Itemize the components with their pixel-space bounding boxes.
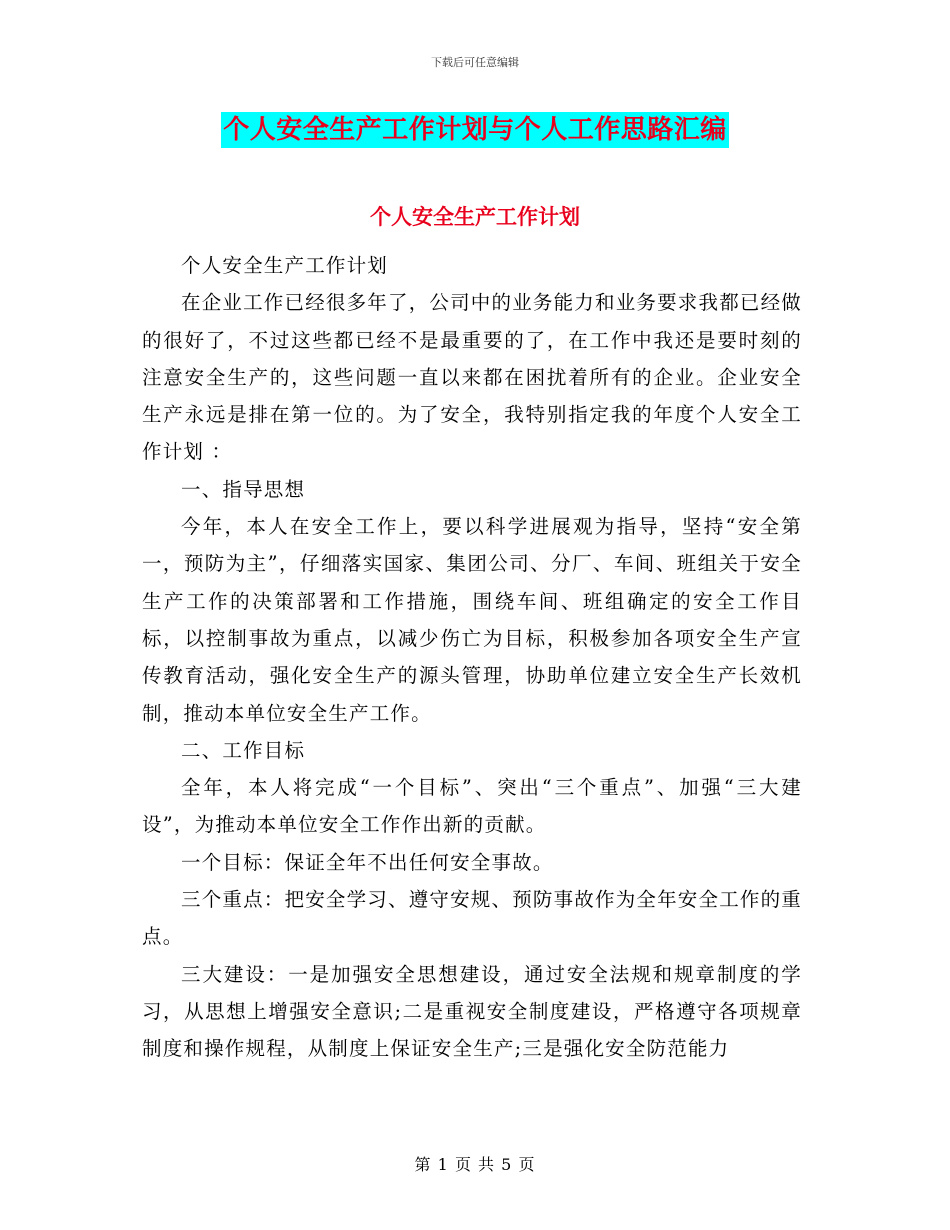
paragraph-work-goals: 全年，本人将完成“一个目标”、突出“三个重点”、加强“三大建设”，为推动本单位安全工作作出新的贡献。 [142, 776, 802, 837]
main-title-container [0, 112, 950, 148]
footer-label-unit2: 页 [518, 1155, 536, 1174]
paragraph-intro: 在企业工作已经很多年了，公司中的业务能力和业务要求我都已经做的很好了，不过这些都已经不是最重要的了，在工作中我还是要时刻的注意安全生产的，这些问题一直以来都在困扰着所有的企业。企业安全生产永远是排在第一位的。为了安全，我特别指定我的年度个人安全工作计划 ： [142, 291, 803, 464]
paragraph-one-goal: 一个目标：保证全年不出任何安全事故。 [181, 850, 554, 874]
footer-label-unit: 页 [454, 1155, 472, 1174]
page-footer [0, 1152, 950, 1175]
paragraph-three-priorities: 三个重点：把安全学习、遵守安规、预防事故作为全年安全工作的重点。 [142, 888, 803, 949]
heading-work-goals: 二、工作目标 [181, 738, 306, 762]
footer-label-total: 共 [478, 1155, 496, 1174]
main-title: 个人安全生产工作计划与个人工作思路汇编 [221, 112, 729, 148]
footer-current-page: 1 [437, 1155, 449, 1174]
paragraph-doc-label: 个人安全生产工作计划 [181, 254, 389, 277]
footer-total-pages: 5 [501, 1155, 513, 1174]
footer-label-page: 第 [414, 1155, 432, 1174]
paragraph-three-constructions: 三大建设：一是加强安全思想建设，通过安全法规和规章制度的学习，从思想上增强安全意识;二是重视安全制度建设，严格遵守各项规章制度和操作规程，从制度上保证安全生产;三是强化安全防范能力 [142, 962, 802, 1061]
paragraph-guiding-thought: 今年，本人在安全工作上，要以科学进展观为指导，坚持“安全第一，预防为主”，仔细落实国家、集团公司、分厂、车间、班组关于安全生产工作的决策部署和工作措施，围绕车间、班组确定的安全工作目标，以控制事故为重点，以减少伤亡为目标，积极参加各项安全生产宣传教育活动，强化安全生产的源头管理，协助单位建立安全生产长效机制，推动本单位安全生产工作。 [142, 515, 802, 725]
header-note: 下载后可任意编辑 [431, 56, 519, 69]
heading-guiding-thought: 一、指导思想 [181, 477, 306, 501]
document-body [142, 247, 802, 1068]
section-title: 个人安全生产工作计划 [370, 205, 580, 229]
